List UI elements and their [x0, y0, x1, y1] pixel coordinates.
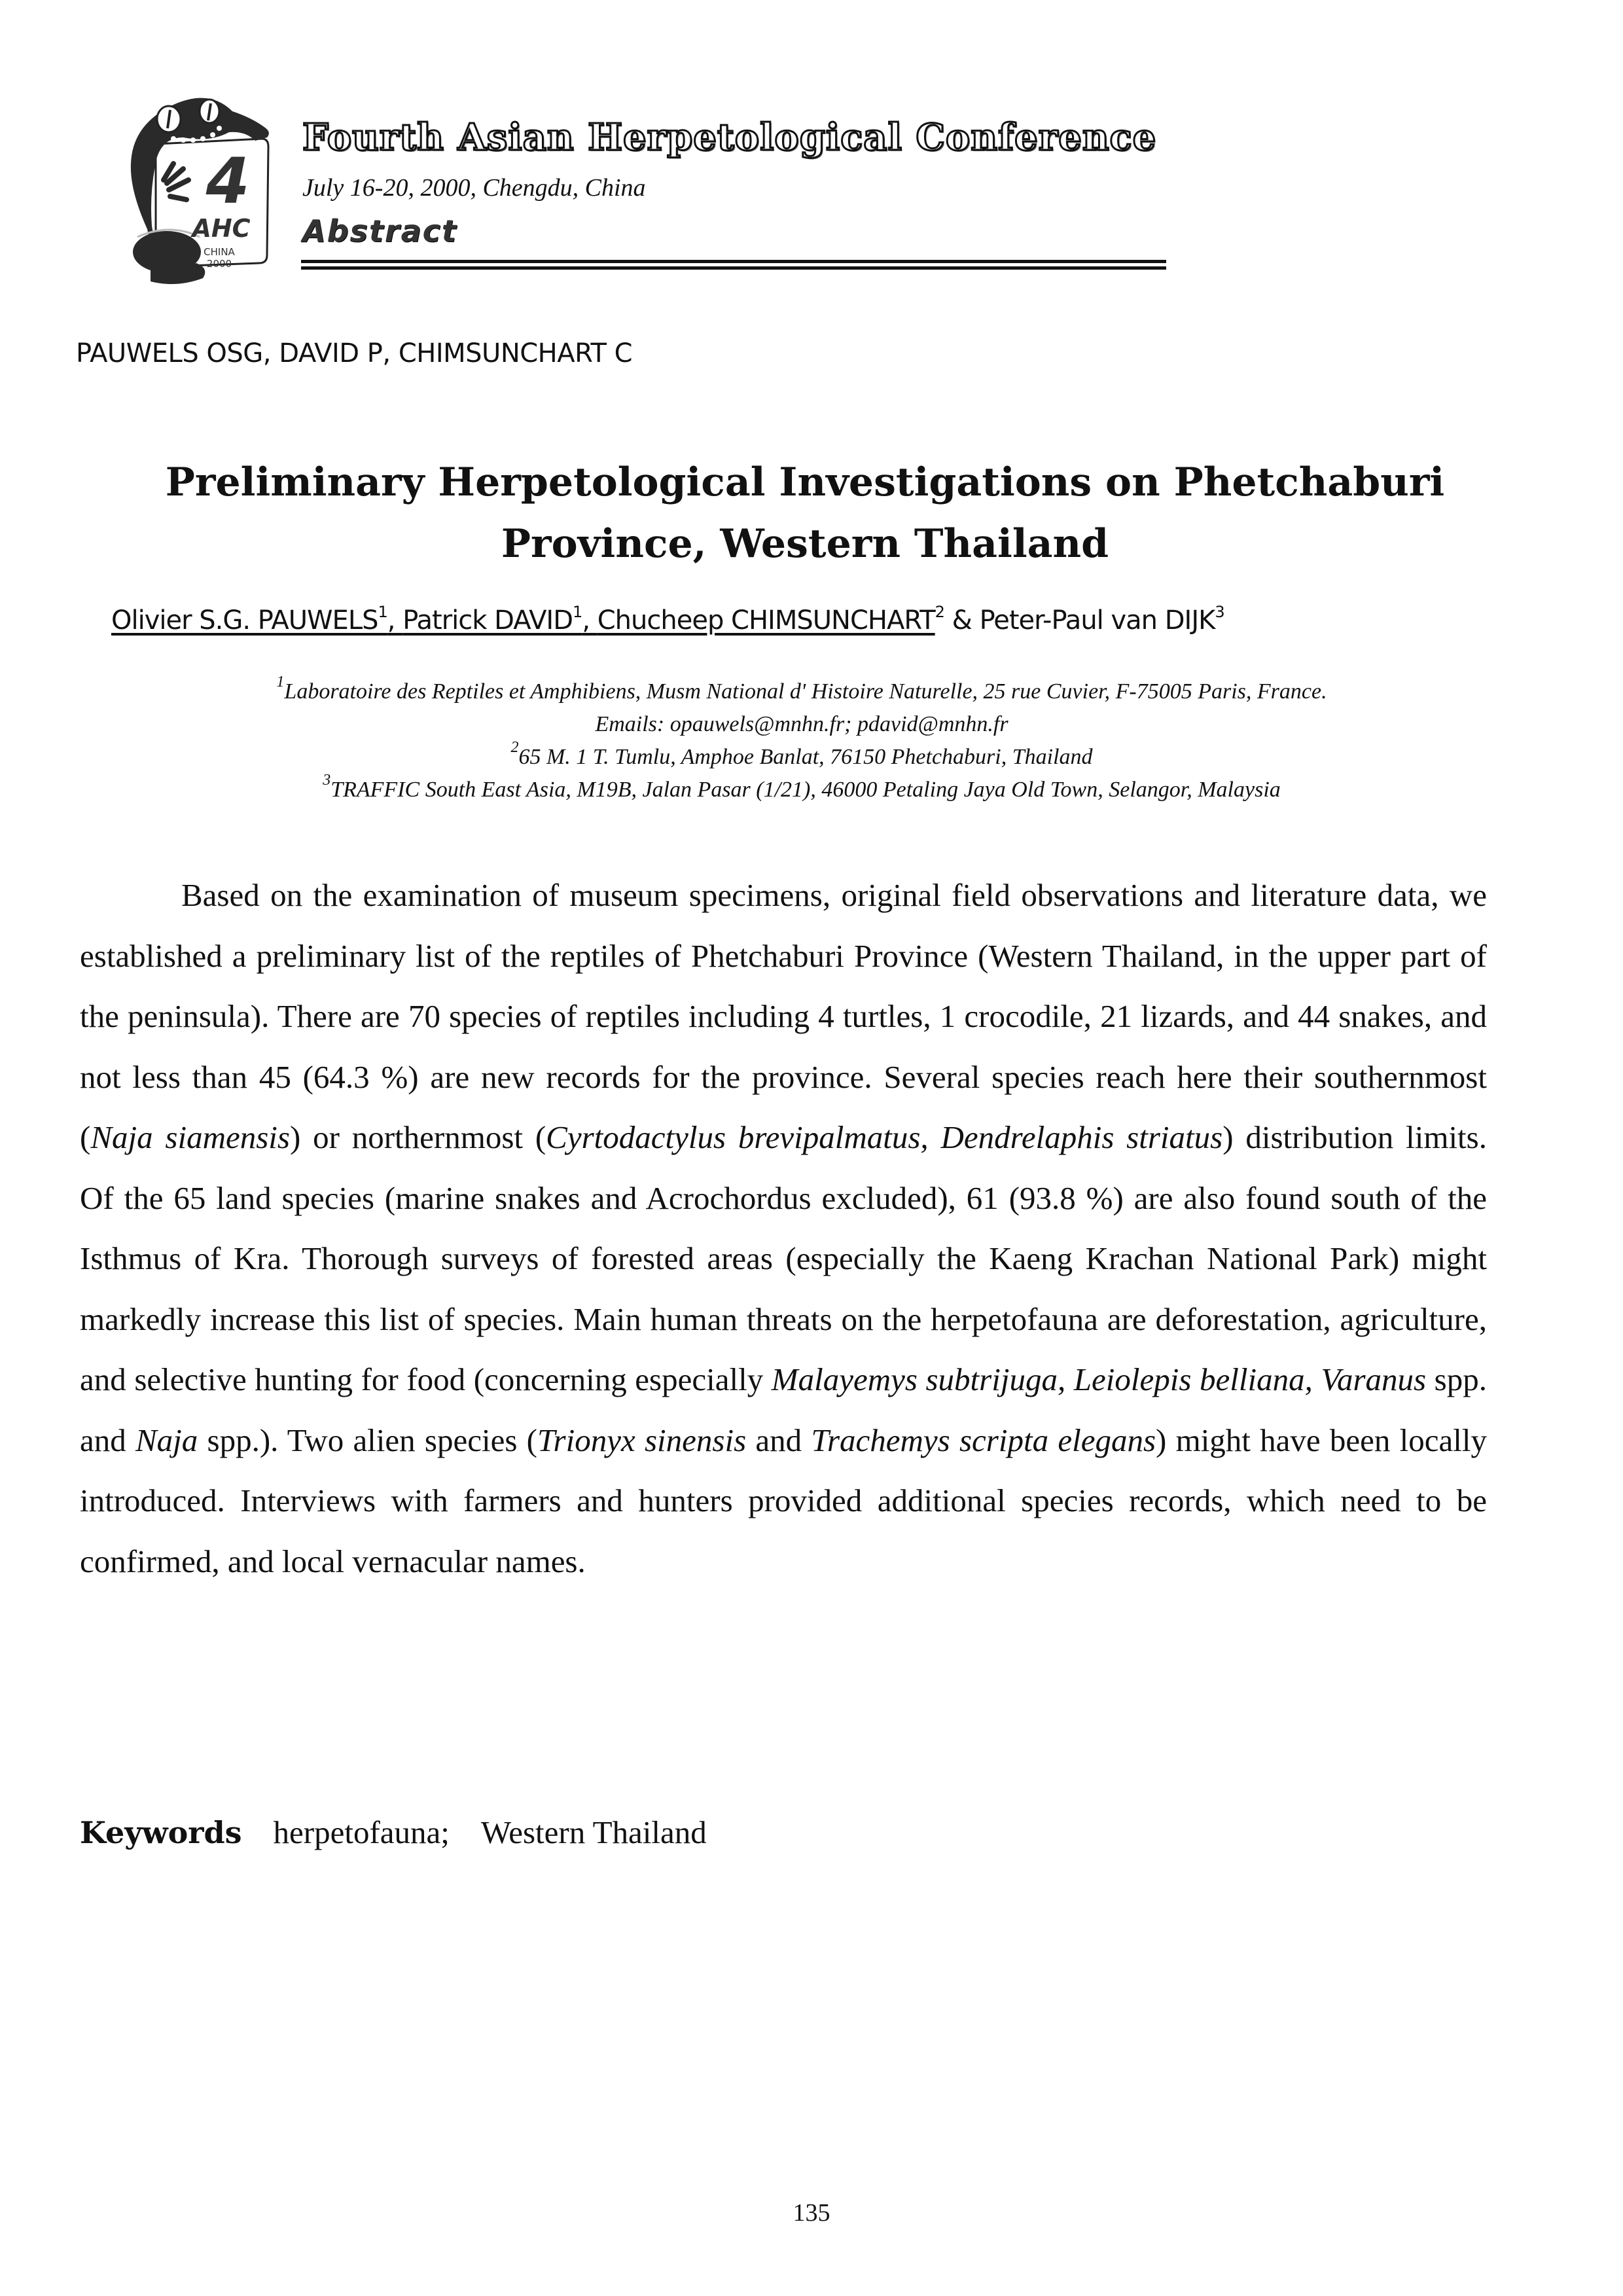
page-number: 135 — [793, 2199, 830, 2227]
abstract-text: spp.). Two alien species ( — [198, 1422, 537, 1458]
affiliation-text: TRAFFIC South East Asia, M19B, Jalan Pasar (1/21), 46000 Petaling Jaya Old Town, Selangor, Malaysia — [330, 778, 1281, 802]
author-name: Patrick DAVID — [402, 605, 573, 636]
author-name: Olivier S.G. PAUWELS — [111, 605, 378, 636]
abstract-text: and — [746, 1422, 812, 1458]
affiliation-marker: 1 — [573, 603, 582, 621]
author-separator: , — [387, 605, 403, 636]
conference-title: Fourth Asian Herpetological Conference — [302, 116, 1157, 159]
email-text: Emails: opauwels@mnhn.fr; pdavid@mnhn.fr — [595, 712, 1008, 736]
abstract-body — [80, 865, 1495, 1592]
species-name: Trionyx sinensis — [537, 1422, 747, 1458]
author-list — [111, 603, 1224, 636]
svg-text:CHINA: CHINA — [204, 246, 235, 258]
species-name: Trachemys scripta elegans — [811, 1422, 1156, 1458]
paper-title-line-2: Province, Western Thailand — [501, 521, 1109, 567]
paper-title — [79, 452, 1531, 575]
keyword: herpetofauna; — [273, 1814, 450, 1850]
affiliation-marker: 3 — [323, 772, 331, 789]
svg-text:AHC: AHC — [192, 214, 251, 243]
abstract-text: Based on the examination of museum specimens, original field observations and literature data, we established a preliminary list of the reptiles of Phetchaburi Province (Western Thailand, in the upper part of the peninsula). There are 70 species of reptiles including 4 turtles, 1 crocodile, 21 lizards, and 44 snakes, and not less than 45 (64.3 %) are new records for the province. Several species reach here their southernmost ( — [80, 877, 1487, 1155]
author-name: Chucheep CHIMSUNCHART — [597, 605, 935, 636]
affiliation-marker: 1 — [276, 673, 285, 691]
svg-text:2000: 2000 — [206, 258, 232, 270]
header-rule-bottom — [301, 266, 1166, 270]
affiliation-1 — [98, 673, 1505, 704]
species-name: Naja — [135, 1422, 198, 1458]
author-underlined-group — [111, 605, 935, 636]
conference-dates-location: July 16-20, 2000, Chengdu, China — [302, 174, 646, 202]
species-name: Malayemys subtrijuga, Leiolepis belliana, Varanus — [771, 1361, 1427, 1397]
keywords — [80, 1816, 707, 1848]
affiliation-marker: 2 — [935, 603, 944, 621]
affiliation-marker: 2 — [510, 739, 519, 756]
affiliation-text: 65 M. 1 T. Tumlu, Amphoe Banlat, 76150 Phetchaburi, Thailand — [518, 745, 1093, 769]
section-label: Abstract — [302, 213, 457, 249]
author-name: Peter-Paul van DIJK — [979, 605, 1215, 636]
affiliation-marker: 1 — [378, 603, 387, 621]
affiliation-text: Laboratoire des Reptiles et Amphibiens, Musm National d' Histoire Naturelle, 25 rue Cuvier, F-75005 Paris, France. — [284, 679, 1327, 704]
running-authors: PAUWELS OSG, DAVID P, CHIMSUNCHART C — [76, 338, 633, 368]
abstract-text: spp. and — [80, 1361, 1495, 1458]
author-separator: , — [582, 605, 597, 636]
abstract-text: ) distribution limits. Of the 65 land species (marine snakes and Acrochordus excluded), 61 (93.8 %) are also found south of the Isthmus of Kra. Thorough surveys of forested areas (especially the Kaeng Krachan National Park) might markedly increase this list of species. Main human threats on the herpetofauna are deforestation, agriculture, and selective hunting for food (concerning especially — [80, 1119, 1487, 1397]
affiliation-2 — [98, 739, 1505, 769]
abstract-text: ) might have been locally introduced. Interviews with farmers and hunters provided additional species records, which need to be confirmed, and local vernacular names. — [80, 1422, 1487, 1579]
affiliation-emails — [98, 713, 1505, 736]
affiliation-marker: 3 — [1215, 603, 1224, 621]
keywords-label: Keywords — [80, 1815, 242, 1850]
conference-logo — [111, 92, 301, 288]
species-name: Cyrtodactylus brevipalmatus, Dendrelaphis striatus — [546, 1119, 1223, 1155]
species-name: Naja siamensis — [90, 1119, 290, 1155]
svg-text:4: 4 — [205, 145, 250, 218]
salamander-logo-icon — [111, 92, 301, 288]
header-rule-top — [301, 260, 1166, 263]
affiliation-3 — [98, 772, 1505, 802]
author-separator: & — [944, 605, 980, 636]
keyword: Western Thailand — [480, 1814, 707, 1850]
abstract-text: ) or northernmost ( — [290, 1119, 546, 1155]
paper-title-line-1: Preliminary Herpetological Investigations on Phetchaburi — [165, 459, 1445, 505]
